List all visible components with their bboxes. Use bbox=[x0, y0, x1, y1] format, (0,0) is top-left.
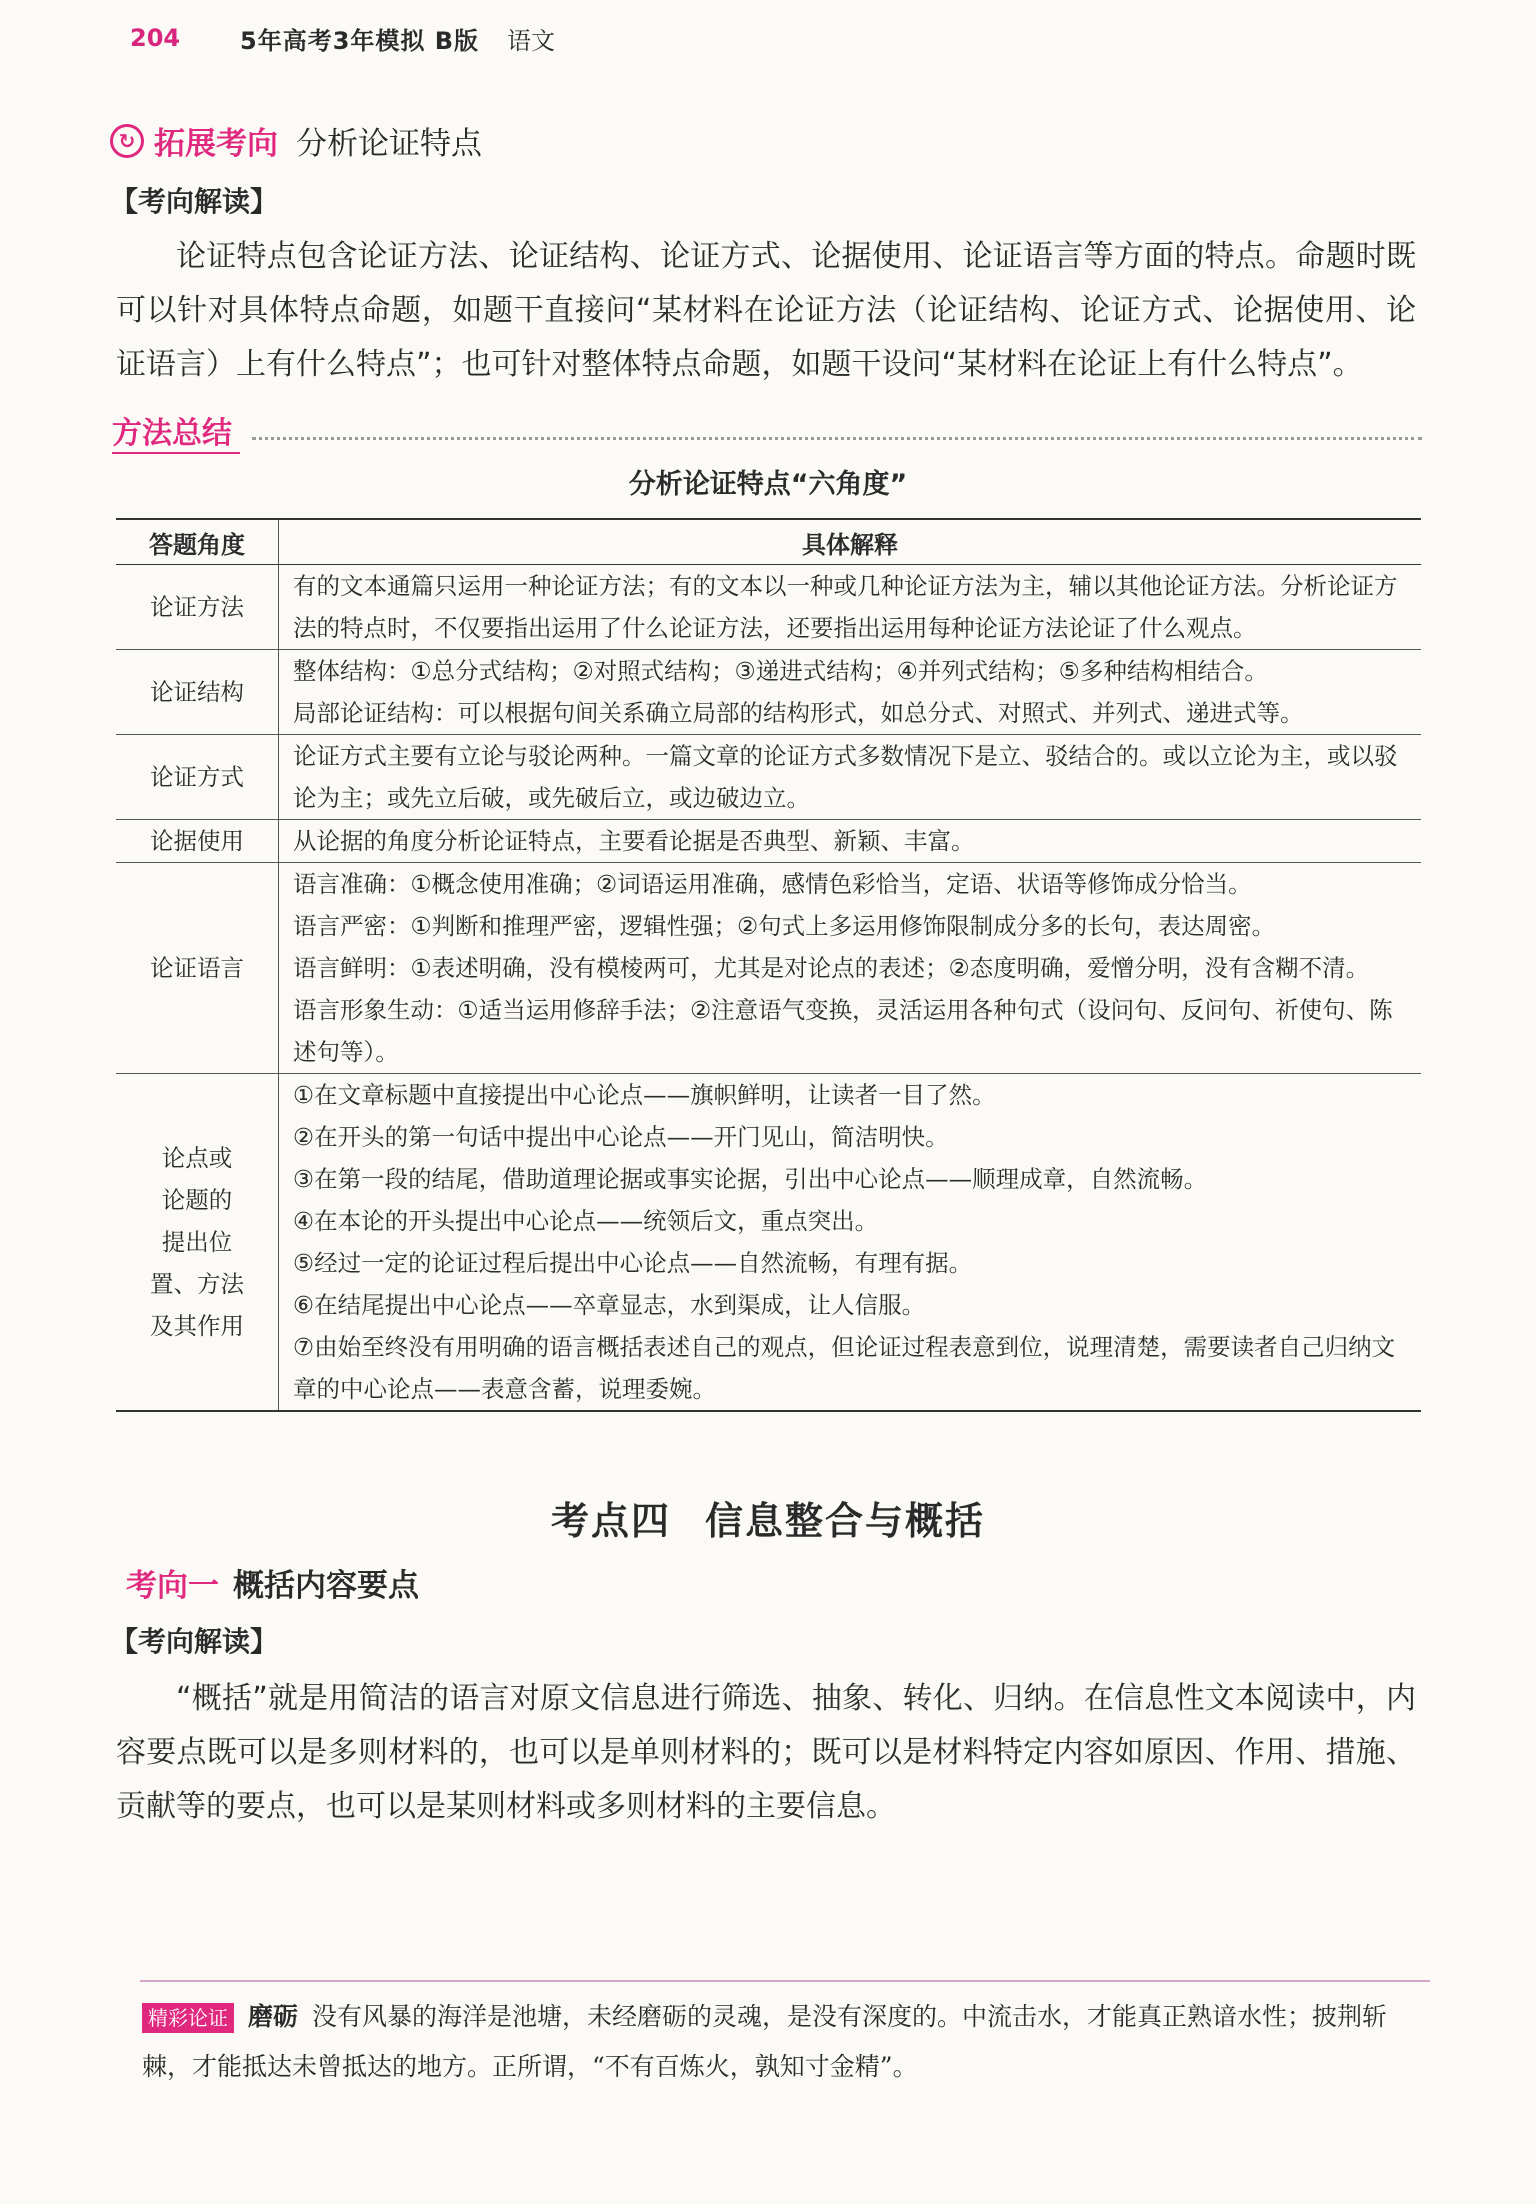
row-angle-line: 论题的 bbox=[161, 1186, 233, 1214]
page-number: 204 bbox=[130, 24, 181, 52]
explanation-line: 语言准确：①概念使用准确；②词语运用准确，感情色彩恰当，定语、状语等修饰成分恰当。 bbox=[293, 870, 1252, 898]
explanation-line: 整体结构：①总分式结构；②对照式结构；③递进式结构；④并列式结构；⑤多种结构相结合。 bbox=[293, 657, 1268, 685]
row-explanation bbox=[279, 650, 1422, 735]
row-angle: 论证语言 bbox=[116, 863, 279, 1074]
row-angle-line: 提出位 bbox=[161, 1228, 233, 1256]
explanation-line: 语言形象生动：①适当运用修辞手法；②注意语气变换，灵活运用各种句式（设问句、反问句、祈使句、陈述句等）。 bbox=[293, 996, 1393, 1066]
table-header-row bbox=[116, 519, 1421, 565]
explanation-line: 论证方式主要有立论与驳论两种。一篇文章的论证方式多数情况下是立、驳结合的。或以立论为主，或以驳论为主；或先立后破，或先破后立，或边破边立。 bbox=[293, 742, 1398, 812]
table-header-explanation: 具体解释 bbox=[279, 519, 1422, 565]
explanation-line: ⑤经过一定的论证过程后提出中心论点——自然流畅，有理有据。 bbox=[293, 1249, 973, 1277]
section-title bbox=[0, 1490, 1536, 1545]
subject: 语文 bbox=[507, 26, 556, 55]
table-row bbox=[116, 820, 1421, 863]
explanation-line: ②在开头的第一句话中提出中心论点——开门见山，简洁明快。 bbox=[293, 1123, 949, 1151]
extension-heading bbox=[110, 118, 482, 163]
rotate-arrow-icon: ↻ bbox=[110, 124, 144, 158]
explanation-line: 从论据的角度分析论证特点，主要看论据是否典型、新颖、丰富。 bbox=[293, 827, 975, 855]
reading-label-2: 【考向解读】 bbox=[110, 1625, 279, 1658]
method-summary-heading bbox=[112, 408, 1422, 454]
explanation-line: 语言鲜明：①表述明确，没有模棱两可，尤其是对论点的表述；②态度明确，爱憎分明，没有含糊不清。 bbox=[293, 954, 1370, 982]
reading-label: 【考向解读】 bbox=[110, 185, 279, 218]
dotted-divider bbox=[252, 437, 1422, 440]
table-row bbox=[116, 650, 1421, 735]
footer-quote bbox=[142, 1992, 1432, 2092]
extension-title: 分析论证特点 bbox=[296, 126, 482, 162]
explanation-line: 语言严密：①判断和推理严密，逻辑性强；②句式上多运用修饰限制成分多的长句，表达周密。 bbox=[293, 912, 1276, 940]
row-angle: 论证结构 bbox=[116, 650, 279, 735]
footer-badge: 精彩论证 bbox=[142, 2003, 234, 2033]
book-title: 5年高考3年模拟 B版 bbox=[240, 26, 480, 55]
row-explanation bbox=[279, 735, 1422, 820]
footer-title: 磨砺 bbox=[248, 2002, 299, 2031]
explanation-line: ⑥在结尾提出中心论点——卒章显志，水到渠成，让人信服。 bbox=[293, 1291, 926, 1319]
row-angle-line: 及其作用 bbox=[150, 1312, 244, 1340]
direction-title: 概括内容要点 bbox=[233, 1568, 419, 1604]
reading-paragraph-2: “概括”就是用简洁的语言对原文信息进行筛选、抽象、转化、归纳。在信息性文本阅读中，内容要点既可以是多则材料的，也可以是单则材料的；既可以是材料特定内容如原因、作用、措施、贡献等的要点，也可以是某则材料或多则材料的主要信息。 bbox=[116, 1681, 1416, 1824]
direction-heading bbox=[126, 1560, 419, 1605]
row-angle bbox=[116, 1074, 279, 1412]
table-row bbox=[116, 735, 1421, 820]
row-explanation bbox=[279, 820, 1422, 863]
footer-text: 没有风暴的海洋是池塘，未经磨砺的灵魂，是没有深度的。中流击水，才能真正熟谙水性；披荆斩棘，才能抵达未曾抵达的地方。正所谓，“不有百炼火，孰知寸金精”。 bbox=[142, 2002, 1388, 2081]
row-explanation bbox=[279, 1074, 1422, 1412]
row-explanation bbox=[279, 863, 1422, 1074]
row-angle-line: 置、方法 bbox=[150, 1270, 244, 1298]
table-header-angle: 答题角度 bbox=[116, 519, 279, 565]
row-angle-line: 论点或 bbox=[161, 1144, 233, 1172]
table-row bbox=[116, 565, 1421, 650]
section-number: 考点四 bbox=[550, 1499, 671, 1543]
table-row bbox=[116, 863, 1421, 1074]
method-summary-label: 方法总结 bbox=[112, 408, 240, 454]
explanation-line: ①在文章标题中直接提出中心论点——旗帜鲜明，让读者一目了然。 bbox=[293, 1081, 996, 1109]
explanation-line: 有的文本通篇只运用一种论证方法；有的文本以一种或几种论证方法为主，辅以其他论证方法。分析论证方法的特点时，不仅要指出运用了什么论证方法，还要指出运用每种论证方法论证了什么观点。 bbox=[293, 572, 1398, 642]
explanation-line: ⑦由始至终没有用明确的语言概括表述自己的观点，但论证过程表意到位，说理清楚，需要读者自己归纳文章的中心论点——表意含蓄，说理委婉。 bbox=[293, 1333, 1396, 1403]
explanation-line: ③在第一段的结尾，借助道理论据或事实论据，引出中心论点——顺理成章，自然流畅。 bbox=[293, 1165, 1208, 1193]
row-angle: 论证方式 bbox=[116, 735, 279, 820]
explanation-line: ④在本论的开头提出中心论点——统领后文，重点突出。 bbox=[293, 1207, 879, 1235]
extension-label: 拓展考向 bbox=[154, 126, 278, 162]
explanation-line: 局部论证结构：可以根据句间关系确立局部的结构形式，如总分式、对照式、并列式、递进式等。 bbox=[293, 699, 1304, 727]
row-angle: 论据使用 bbox=[116, 820, 279, 863]
section-name: 信息整合与概括 bbox=[705, 1499, 986, 1543]
page-header bbox=[130, 18, 555, 58]
reading-paragraph: 论证特点包含论证方法、论证结构、论证方式、论据使用、论证语言等方面的特点。命题时既可以针对具体特点命题，如题干直接问“某材料在论证方法（论证结构、论证方式、论据使用、论证语言）上有什么特点”；也可针对整体特点命题，如题干设问“某材料在论证上有什么特点”。 bbox=[116, 239, 1416, 382]
table-row bbox=[116, 1074, 1421, 1412]
row-explanation bbox=[279, 565, 1422, 650]
six-angles-table bbox=[116, 518, 1421, 1412]
direction-label: 考向一 bbox=[126, 1568, 219, 1604]
table-caption: 分析论证特点“六角度” bbox=[628, 469, 908, 500]
row-angle: 论证方法 bbox=[116, 565, 279, 650]
footer-divider bbox=[140, 1980, 1430, 1982]
